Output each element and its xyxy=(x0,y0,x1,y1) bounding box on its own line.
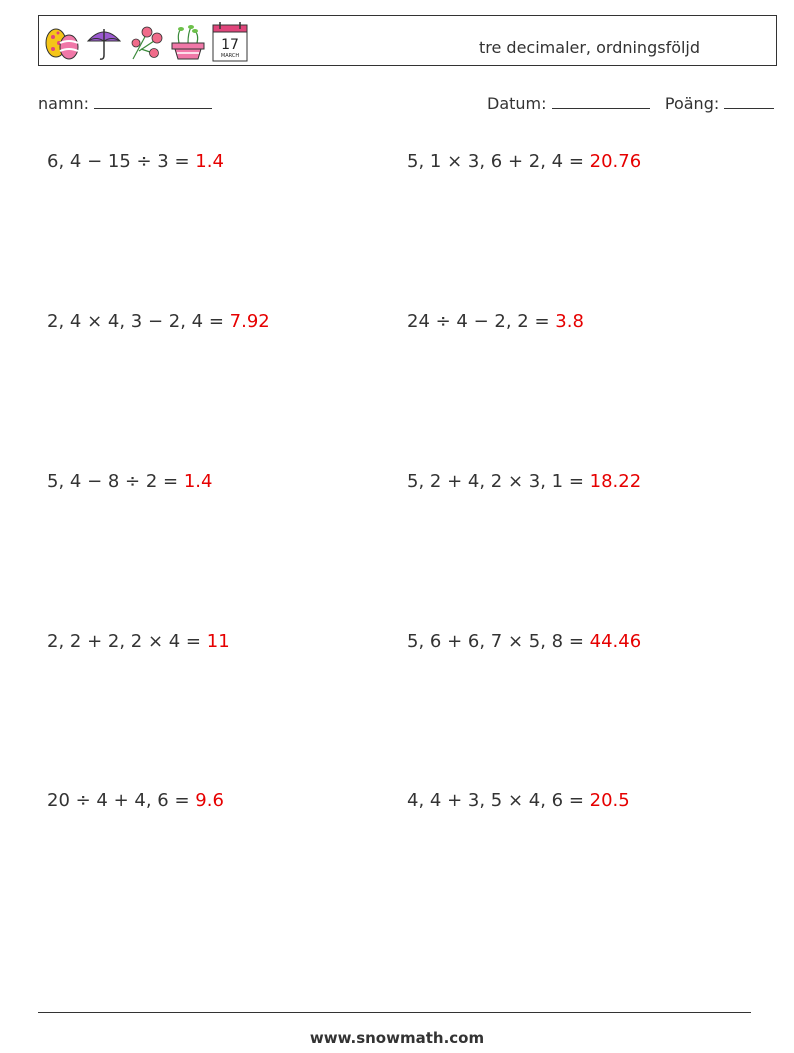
problem-expression: 6, 4 − 15 ÷ 3 = xyxy=(47,151,190,172)
problem-answer: 7.92 xyxy=(229,311,270,332)
problem-6 xyxy=(407,471,641,492)
calendar-month: MARCH xyxy=(220,53,240,59)
problem-answer: 44.46 xyxy=(589,631,642,652)
problem-expression: 4, 4 + 3, 5 × 4, 6 = xyxy=(407,790,584,811)
problem-2 xyxy=(407,151,641,172)
name-label: namn: xyxy=(38,94,90,113)
header-icons xyxy=(43,21,249,63)
problem-answer: 20.76 xyxy=(589,151,642,172)
problem-answer: 1.4 xyxy=(183,471,213,492)
problem-expression: 20 ÷ 4 + 4, 6 = xyxy=(47,790,190,811)
date-score-fields xyxy=(487,94,774,113)
problem-expression: 5, 4 − 8 ÷ 2 = xyxy=(47,471,179,492)
umbrella-icon xyxy=(85,21,123,63)
date-blank[interactable] xyxy=(552,94,650,109)
problem-4 xyxy=(407,311,584,332)
easter-eggs-icon xyxy=(43,21,81,63)
problem-expression: 2, 2 + 2, 2 × 4 = xyxy=(47,631,202,652)
problem-8 xyxy=(407,631,641,652)
problem-answer: 11 xyxy=(206,631,230,652)
problem-expression: 5, 1 × 3, 6 + 2, 4 = xyxy=(407,151,584,172)
name-field xyxy=(38,94,212,113)
score-blank[interactable] xyxy=(724,94,774,109)
score-label: Poäng: xyxy=(664,94,720,113)
problem-3 xyxy=(47,311,270,332)
worksheet-title: tre decimaler, ordningsföljd xyxy=(479,38,701,57)
problem-expression: 5, 2 + 4, 2 × 3, 1 = xyxy=(407,471,584,492)
flowers-icon xyxy=(127,21,165,63)
problem-7 xyxy=(47,631,230,652)
problem-expression: 5, 6 + 6, 7 × 5, 8 = xyxy=(407,631,584,652)
calendar-day: 17 xyxy=(221,37,239,53)
date-label: Datum: xyxy=(487,94,547,113)
problem-1 xyxy=(47,151,224,172)
problem-answer: 3.8 xyxy=(555,311,584,332)
name-blank[interactable] xyxy=(94,94,212,109)
problem-answer: 20.5 xyxy=(589,790,630,811)
problem-10 xyxy=(407,790,630,811)
problem-5 xyxy=(47,471,212,492)
problem-answer: 18.22 xyxy=(589,471,642,492)
problem-9 xyxy=(47,790,224,811)
footer-divider xyxy=(38,1012,751,1013)
problem-answer: 9.6 xyxy=(195,790,224,811)
problem-expression: 2, 4 × 4, 3 − 2, 4 = xyxy=(47,311,224,332)
problem-expression: 24 ÷ 4 − 2, 2 = xyxy=(407,311,550,332)
sprouts-pot-icon xyxy=(169,21,207,63)
footer-site[interactable]: www.snowmath.com xyxy=(309,1029,485,1047)
calendar-icon xyxy=(211,21,249,63)
worksheet-header xyxy=(38,15,777,66)
problem-answer: 1.4 xyxy=(195,151,224,172)
